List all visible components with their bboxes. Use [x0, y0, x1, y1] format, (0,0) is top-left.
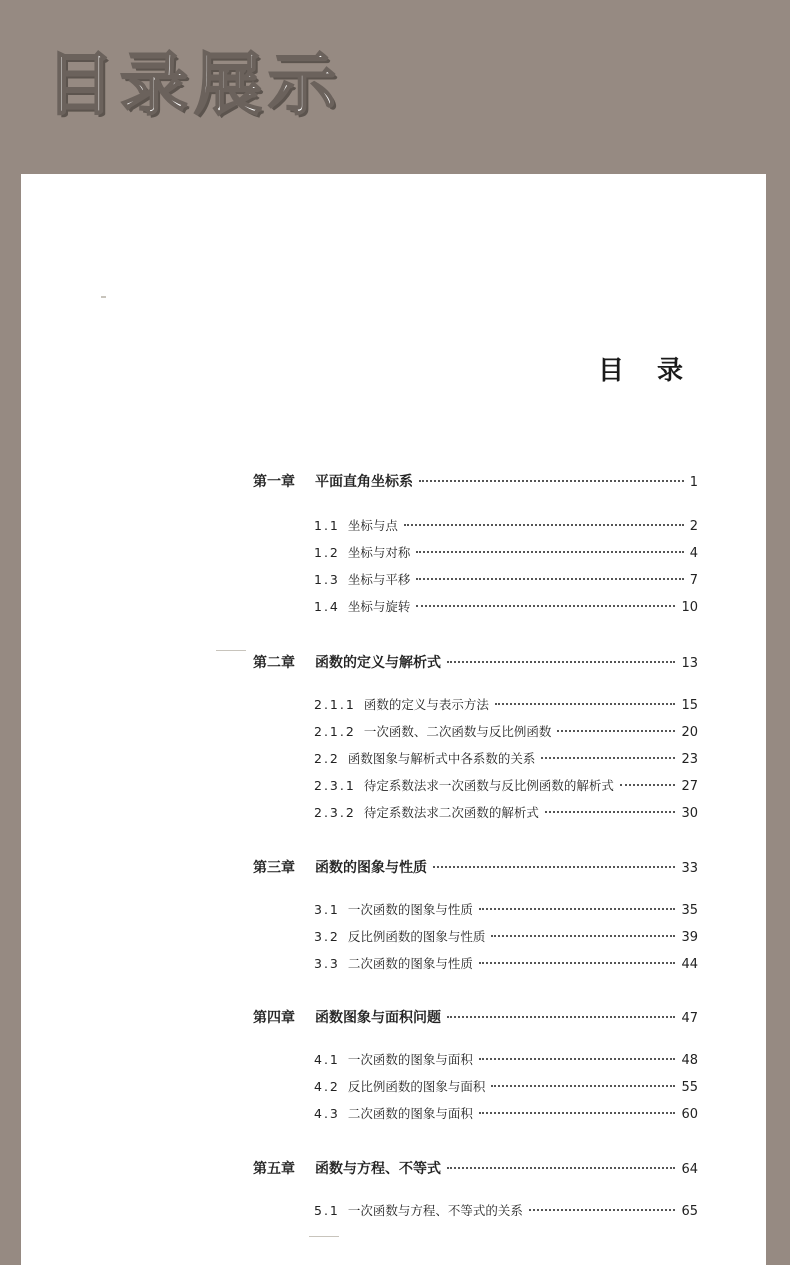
toc-entry-page: 2: [689, 519, 698, 534]
toc-entry-page: 39: [681, 930, 698, 945]
toc-entry-label: 一次函数与方程、不等式的关系: [347, 1203, 523, 1218]
toc-leader-dots: [479, 1058, 676, 1060]
toc-entry-page: 4: [689, 546, 698, 561]
toc-entry-label: 函数图象与面积问题: [315, 1010, 441, 1026]
toc-section-row: [314, 695, 698, 713]
toc-entry-page: 35: [681, 903, 698, 918]
toc-chapter-row: [253, 1158, 698, 1178]
toc-entry-number: 第三章: [253, 860, 295, 876]
toc-section-row: [314, 543, 698, 561]
toc-entry-number: 5.1: [314, 1203, 340, 1218]
toc-section-row: [314, 803, 698, 821]
toc-entry-page: 15: [681, 698, 698, 713]
toc-section-row: [314, 516, 698, 534]
toc-chapter-row: [253, 471, 698, 491]
toc-leader-dots: [479, 962, 676, 964]
toc-entry-label: 坐标与平移: [347, 572, 411, 587]
paper-speck: [216, 650, 246, 651]
toc-section-row: [314, 749, 698, 767]
toc-section-row: [314, 1077, 698, 1095]
toc-entry-page: 1: [689, 475, 698, 490]
toc-entry-number: 2.3.2: [314, 805, 356, 820]
toc-entry-page: 64: [681, 1162, 698, 1177]
toc-section-row: [314, 776, 698, 794]
toc-leader-dots: [479, 908, 676, 910]
toc-entry-label: 函数的图象与性质: [315, 860, 427, 876]
toc-entry-number: 1.1: [314, 518, 340, 533]
toc-entry-page: 60: [681, 1107, 698, 1122]
toc-page: [21, 174, 766, 1265]
toc-entry-number: 1.2: [314, 545, 340, 560]
toc-leader-dots: [620, 784, 676, 786]
toc-section-row: [314, 1104, 698, 1122]
toc-entry-page: 44: [681, 957, 698, 972]
toc-entry-label: 函数的定义与表示方法: [363, 697, 489, 712]
toc-entry-number: 1.3: [314, 572, 340, 587]
toc-entry-number: 第四章: [253, 1010, 295, 1026]
toc-section-row: [314, 1050, 698, 1068]
toc-leader-dots: [479, 1112, 676, 1114]
banner-title: 目录展示: [46, 46, 343, 125]
toc-leader-dots: [447, 661, 675, 663]
toc-entry-label: 函数与方程、不等式: [315, 1161, 441, 1177]
toc-leader-dots: [447, 1016, 675, 1018]
toc-entry-number: 4.1: [314, 1052, 340, 1067]
toc-section-row: [314, 570, 698, 588]
toc-chapter-row: [253, 652, 698, 672]
toc-entry-label: 反比例函数的图象与性质: [347, 929, 486, 944]
toc-entry-page: 48: [681, 1053, 698, 1068]
toc-entry-label: 一次函数的图象与面积: [347, 1052, 473, 1067]
toc-entry-page: 13: [681, 656, 698, 671]
toc-entry-label: 反比例函数的图象与面积: [347, 1079, 486, 1094]
toc-entry-number: 2.1.2: [314, 724, 356, 739]
paper-speck: [101, 296, 106, 298]
toc-section-row: [314, 954, 698, 972]
toc-chapter-row: [253, 857, 698, 877]
toc-entry-number: 4.2: [314, 1079, 340, 1094]
toc-leader-dots: [447, 1167, 675, 1169]
toc-entry-page: 7: [689, 573, 698, 588]
toc-entry-page: 20: [681, 725, 698, 740]
toc-section-row: [314, 927, 698, 945]
toc-entry-page: 27: [681, 779, 698, 794]
toc-leader-dots: [495, 703, 676, 705]
toc-entry-label: 坐标与旋转: [347, 599, 411, 614]
toc-entry-page: 55: [681, 1080, 698, 1095]
toc-entry-label: 函数图象与解析式中各系数的关系: [347, 751, 536, 766]
toc-entry-label: 坐标与点: [347, 518, 398, 533]
toc-entry-number: 4.3: [314, 1106, 340, 1121]
toc-leader-dots: [404, 524, 684, 526]
toc-entry-page: 30: [681, 806, 698, 821]
toc-entry-number: 2.3.1: [314, 778, 356, 793]
toc-leader-dots: [541, 757, 675, 759]
toc-entry-number: 3.3: [314, 956, 340, 971]
toc-leader-dots: [557, 730, 675, 732]
toc-title: 目 录: [598, 356, 696, 386]
toc-entry-number: 3.2: [314, 929, 340, 944]
toc-entry-page: 47: [681, 1011, 698, 1026]
toc-leader-dots: [491, 935, 675, 937]
toc-entry-number: 第五章: [253, 1161, 295, 1177]
toc-leader-dots: [433, 866, 675, 868]
toc-entry-label: 函数的定义与解析式: [315, 655, 441, 671]
toc-section-row: [314, 597, 698, 615]
paper-speck: [309, 1236, 339, 1237]
toc-entry-label: 待定系数法求一次函数与反比例函数的解析式: [363, 778, 614, 793]
toc-entry-number: 3.1: [314, 902, 340, 917]
toc-entry-number: 第一章: [253, 474, 295, 490]
toc-entry-label: 平面直角坐标系: [315, 474, 413, 490]
toc-entry-page: 23: [681, 752, 698, 767]
toc-entry-label: 二次函数的图象与面积: [347, 1106, 473, 1121]
toc-entry-page: 33: [681, 861, 698, 876]
toc-entry-label: 一次函数的图象与性质: [347, 902, 473, 917]
toc-entry-label: 待定系数法求二次函数的解析式: [363, 805, 539, 820]
toc-entry-label: 一次函数、二次函数与反比例函数: [363, 724, 552, 739]
toc-entry-page: 65: [681, 1204, 698, 1219]
toc-leader-dots: [416, 605, 675, 607]
toc-leader-dots: [416, 578, 683, 580]
toc-section-row: [314, 900, 698, 918]
toc-section-row: [314, 1201, 698, 1219]
toc-entry-number: 2.1.1: [314, 697, 356, 712]
toc-section-row: [314, 722, 698, 740]
toc-leader-dots: [416, 551, 683, 553]
toc-leader-dots: [545, 811, 676, 813]
toc-leader-dots: [529, 1209, 676, 1211]
toc-entry-page: 10: [681, 600, 698, 615]
toc-leader-dots: [419, 480, 684, 482]
toc-entry-label: 二次函数的图象与性质: [347, 956, 473, 971]
toc-chapter-row: [253, 1007, 698, 1027]
toc-entry-number: 1.4: [314, 599, 340, 614]
toc-leader-dots: [491, 1085, 675, 1087]
toc-entry-label: 坐标与对称: [347, 545, 411, 560]
toc-entry-number: 2.2: [314, 751, 340, 766]
toc-entry-number: 第二章: [253, 655, 295, 671]
